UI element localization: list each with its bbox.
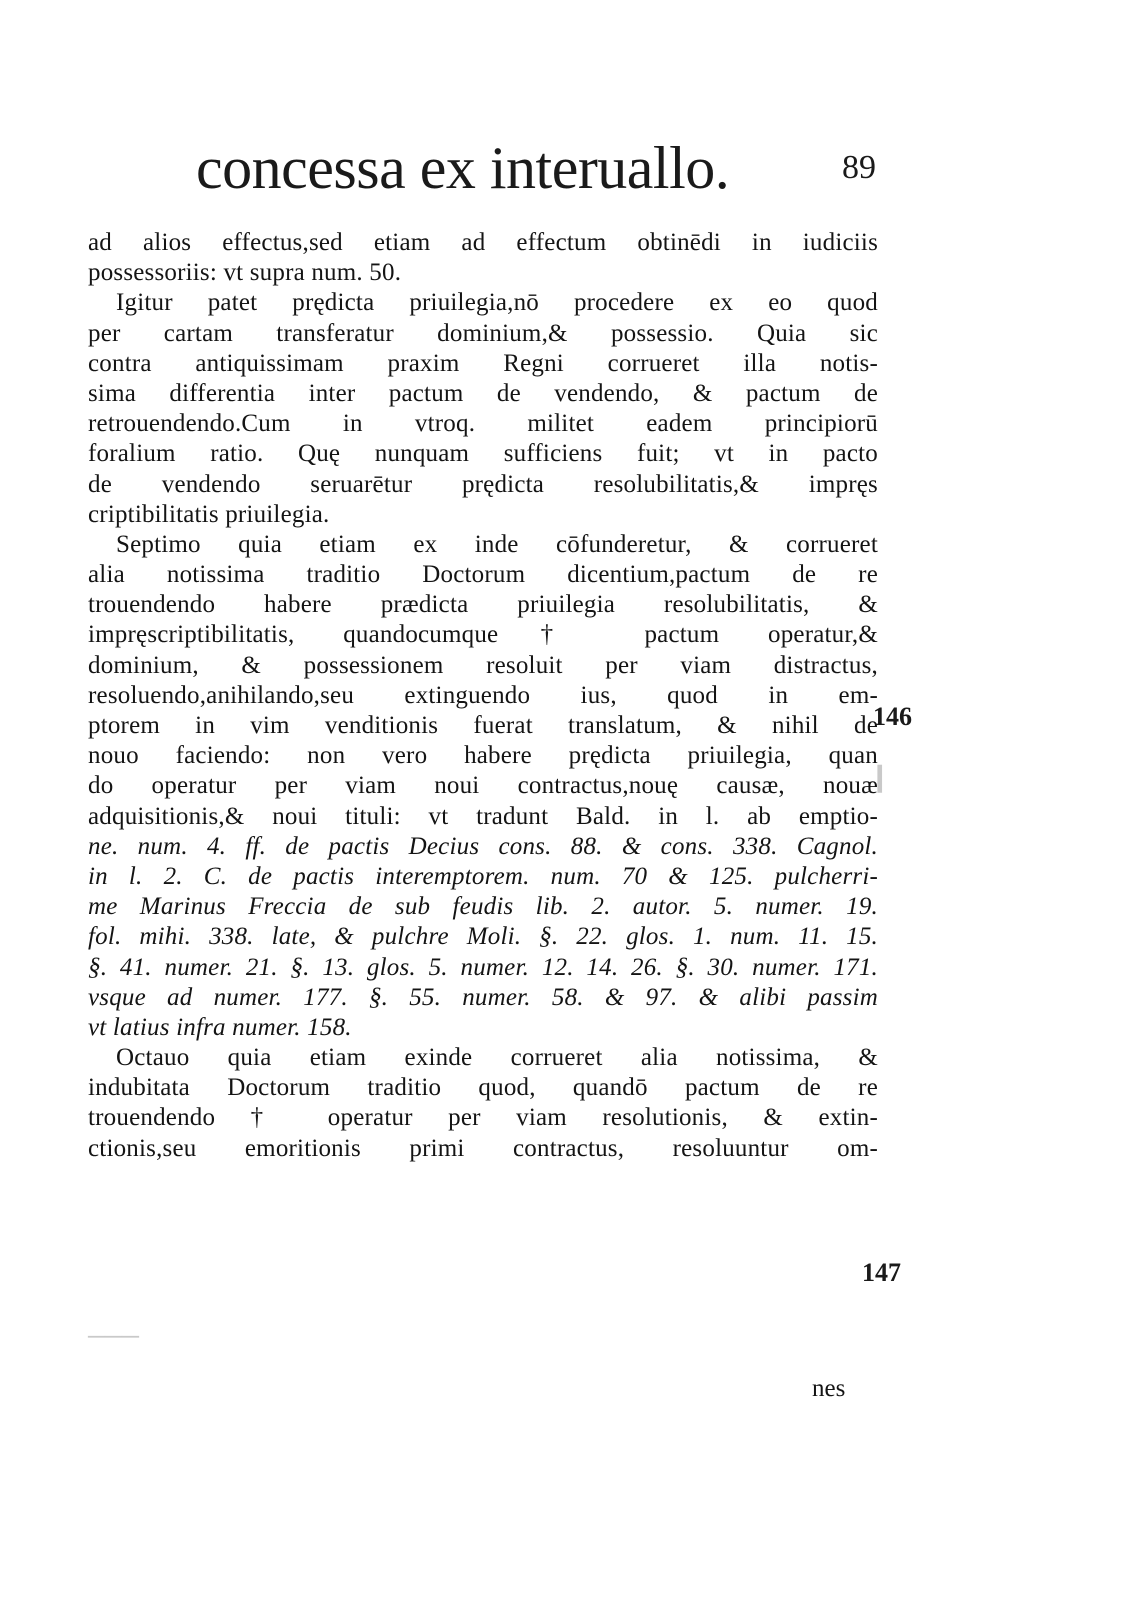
text-line: resoluendo,anihilando,seu extinguendo ius, quod in em- xyxy=(88,681,878,709)
text-line: possessoriis: vt supra num. 50. xyxy=(88,259,402,287)
text-line: §. 41. numer. 21. §. 13. glos. 5. numer. 12. 14. 26. §. 30. numer. 171. xyxy=(88,953,878,981)
text-line: de vendendo seruarētur prędicta resolubilitatis,& impręs xyxy=(88,470,878,498)
text-line: adquisitionis,& noui tituli: vt tradunt Bald. in l. ab emptio- xyxy=(88,802,878,830)
text-line: Octauo quia etiam exinde corrueret alia notissima, & xyxy=(116,1044,878,1072)
body-text xyxy=(88,228,878,1164)
text-line: sima differentia inter pactum de vendendo, & pactum de xyxy=(88,379,878,407)
text-line: ctionis,seu emoritionis primi contractus, resoluuntur om- xyxy=(88,1134,878,1162)
text-line: vsque ad numer. 177. §. 55. numer. 58. & 97. & alibi passim xyxy=(88,983,878,1011)
text-line: me Marinus Freccia de sub feudis lib. 2. autor. 5. numer. 19. xyxy=(88,893,878,921)
text-line: dominium, & possessionem resoluit per viam distractus, xyxy=(88,651,878,679)
text-line: contra antiquissimam praxim Regni corrueret illa notis- xyxy=(88,349,878,377)
text-line: ad alios effectus,sed etiam ad effectum obtinēdi in iudiciis xyxy=(88,229,878,256)
margin-note-147: 147 xyxy=(862,1258,901,1287)
text-line: vt latius infra numer. 158. xyxy=(88,1013,352,1041)
text-line: do operatur per viam noui contractus,nouę causæ, nouæ xyxy=(88,772,878,800)
catchword: nes xyxy=(812,1375,846,1402)
text-line: per cartam transferatur dominium,& possessio. Quia sic xyxy=(88,319,878,347)
text-line: retrouendendo.Cum in vtroq. militet eadem principiorū xyxy=(88,410,878,438)
text-line: alia notissima traditio Doctorum dicentium,pactum de re xyxy=(88,561,878,589)
text-line: impręscriptibilitatis, quandocumque† pactum operatur,& xyxy=(88,621,878,649)
text-line: fol. mihi. 338. late, & pulchre Moli. §. 22. glos. 1. num. 11. 15. xyxy=(88,923,878,951)
text-line: Septimo quia etiam ex inde cōfunderetur, & corrueret xyxy=(116,530,878,558)
running-title: concessa ex interuallo. xyxy=(196,135,730,201)
page-number: 89 xyxy=(842,149,876,186)
text-line: in l. 2. C. de pactis interemptorem. num. 70 & 125. pulcherri- xyxy=(88,862,878,890)
text-line: trouendendo † operatur per viam resolutionis, & extin- xyxy=(88,1104,878,1132)
text-line: ne. num. 4. ff. de pactis Decius cons. 88. & cons. 338. Cagnol. xyxy=(88,832,878,860)
text-line: Igitur patet prędicta priuilegia,nō procedere ex eo quod xyxy=(116,289,878,317)
show-through-marks: ─── xyxy=(88,1324,140,1350)
text-line: ptorem in vim venditionis fuerat translatum, & nihil de xyxy=(88,712,878,739)
margin-note-146: 146 xyxy=(873,702,912,731)
text-line: foralium ratio. Quę nunquam sufficiens fuit; vt in pacto xyxy=(88,440,878,468)
show-through-marks: ❙ xyxy=(868,762,892,793)
text-line: criptibilitatis priuilegia. xyxy=(88,500,330,528)
text-line: indubitata Doctorum traditio quod, quandō pactum de re xyxy=(88,1074,878,1102)
text-line: nouo faciendo: non vero habere prędicta priuilegia, quan xyxy=(88,742,878,770)
text-line: trouendendo habere prædicta priuilegia resolubilitatis, & xyxy=(88,591,878,619)
